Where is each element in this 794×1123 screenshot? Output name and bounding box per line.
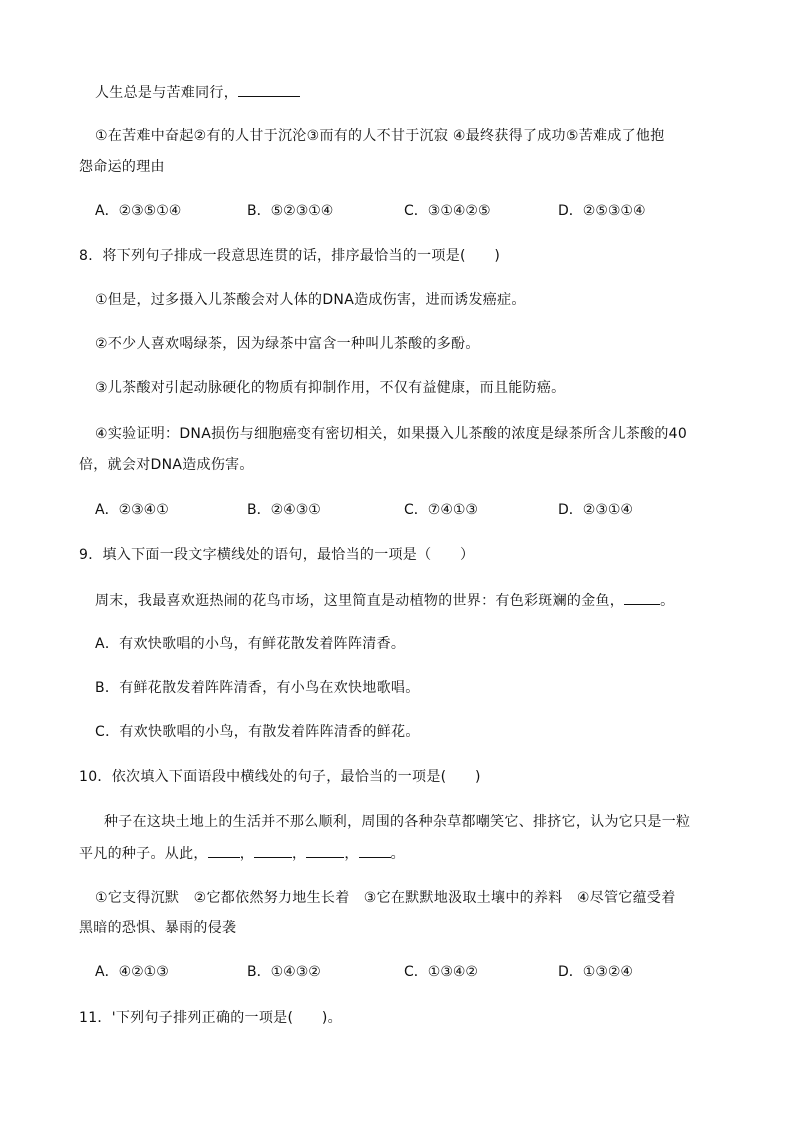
q9-passage-end: 。 <box>660 593 675 609</box>
q8-sentence-2: ②不少人喜欢喝绿茶，因为绿茶中富含一种叫儿茶酸的多酚。 <box>95 336 480 352</box>
q10-choices-line-2: 黑暗的恐惧、暴雨的侵袭 <box>79 920 237 936</box>
q8-sentence-4a: ④实验证明：DNA损伤与细胞癌变有密切相关，如果摄入儿茶酸的浓度是绿茶所含儿茶酸的40 <box>95 426 688 442</box>
q7-option-c[interactable]: C．③①④②⑤ <box>404 203 491 219</box>
q10-passage-text: 平凡的种子。从此， <box>79 846 208 862</box>
q8-option-c[interactable]: C．⑦④①③ <box>404 502 478 518</box>
q8-sentence-3: ③儿茶酸对引起动脉硬化的物质有抑制作用，不仅有益健康，而且能防癌。 <box>95 380 566 396</box>
q9-passage-text: 周末，我最喜欢逛热闹的花鸟市场，这里简直是动植物的世界：有色彩斑斓的金鱼， <box>95 593 625 609</box>
q10-passage-line-2 <box>79 843 405 864</box>
q7-stem-text: 人生总是与苦难同行， <box>95 85 238 101</box>
q8-stem: 8．将下列句子排成一段意思连贯的话，排序最恰当的一项是( ) <box>79 248 501 264</box>
q8-option-a[interactable]: A．②③④① <box>95 502 169 518</box>
q8-option-b[interactable]: B．②④③① <box>247 502 321 518</box>
q9-option-c[interactable]: C．有欢快歌唱的小鸟，有散发着阵阵清香的鲜花。 <box>95 724 420 740</box>
q10-period: 。 <box>390 846 405 862</box>
q8-sentence-1: ①但是，过多摄入儿茶酸会对人体的DNA造成伤害，进而诱发癌症。 <box>95 292 526 308</box>
q8-sentence-4b: 倍，就会对DNA造成伤害。 <box>79 457 254 473</box>
q7-stem <box>95 82 300 103</box>
q10-blank-1 <box>208 843 240 858</box>
q10-stem: 10．依次填入下面语段中横线处的句子，最恰当的一项是( ) <box>79 769 481 785</box>
q7-option-a[interactable]: A．②③⑤①④ <box>95 203 182 219</box>
q7-option-d[interactable]: D．②⑤③①④ <box>558 203 646 219</box>
q10-passage-line-1: 种子在这块土地上的生活并不那么顺利，周围的各种杂草都嘲笑它、排挤它，认为它只是一粒 <box>104 814 691 830</box>
q10-choices-line-1: ①它支得沉默 ②它都依然努力地生长着 ③它在默默地汲取土壤中的养料 ④尽管它蕴受着 <box>95 890 676 906</box>
q9-passage <box>95 590 674 611</box>
q10-comma-1: ， <box>239 846 255 862</box>
q9-option-a[interactable]: A．有欢快歌唱的小鸟，有鲜花散发着阵阵清香。 <box>95 636 406 652</box>
q9-stem: 9．填入下面一段文字横线处的语句，最恰当的一项是（ ） <box>79 547 475 563</box>
q7-answer-blank <box>238 82 300 97</box>
q10-option-a[interactable]: A．④②①③ <box>95 964 169 980</box>
q11-stem: 11．'下列句子排列正确的一项是( )。 <box>79 1010 342 1026</box>
q7-sentence-line-1: ①在苦难中奋起②有的人甘于沉沦③而有的人不甘于沉寂 ④最终获得了成功⑤苦难成了他抱 <box>95 128 665 144</box>
q7-sentence-line-2: 怨命运的理由 <box>79 159 165 175</box>
q9-option-b[interactable]: B．有鲜花散发着阵阵清香，有小鸟在欢快地歌唱。 <box>95 680 420 696</box>
q10-blank-4 <box>359 843 391 858</box>
q8-option-d[interactable]: D．②③①④ <box>558 502 633 518</box>
q10-option-b[interactable]: B．①④③② <box>247 964 321 980</box>
q9-answer-blank <box>624 590 660 605</box>
q7-option-b[interactable]: B．⑤②③①④ <box>247 203 334 219</box>
q10-comma-3: ， <box>344 846 359 862</box>
q10-blank-3 <box>306 843 344 858</box>
q10-option-c[interactable]: C．①③④② <box>404 964 478 980</box>
q10-option-d[interactable]: D．①③②④ <box>558 964 633 980</box>
q10-blank-2 <box>254 843 292 858</box>
q10-comma-2: ， <box>292 846 307 862</box>
